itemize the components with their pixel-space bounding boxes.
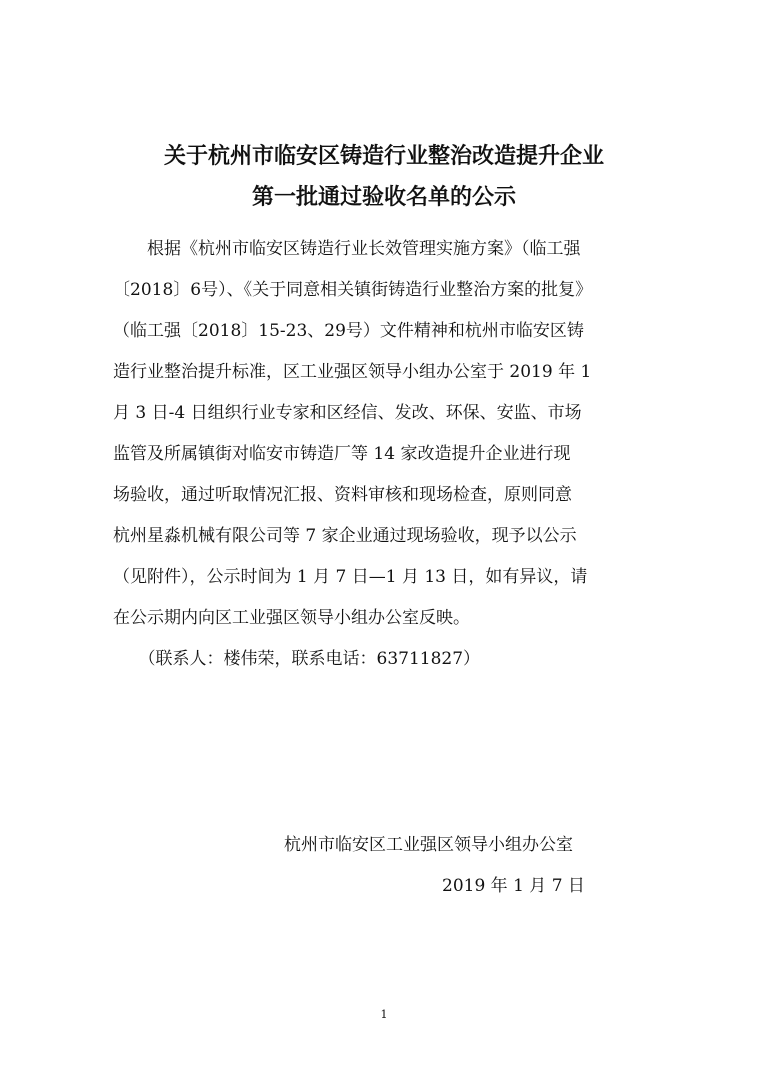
body-line-2: 〔2018〕6号）、《关于同意相关镇街铸造行业整治方案的批复》 xyxy=(113,280,593,300)
body-line-6: 监管及所属镇街对临安市铸造厂等 14 家改造提升企业进行现 xyxy=(113,444,571,464)
body-line-3: （临工强〔2018〕15-23、29号）文件精神和杭州市临安区铸 xyxy=(113,321,584,341)
body-line-7: 场验收，通过听取情况汇报、资料审核和现场检查，原则同意 xyxy=(113,485,572,505)
signature-date: 2019 年 1 月 7 日 xyxy=(442,876,585,896)
page-number: 1 xyxy=(380,1008,388,1021)
signature-organization: 杭州市临安区工业强区领导小组办公室 xyxy=(284,835,573,855)
body-line-9: （见附件），公示时间为 1 月 7 日—1 月 13 日，如有异议，请 xyxy=(113,567,588,587)
body-line-10: 在公示期内向区工业强区领导小组办公室反映。 xyxy=(113,608,470,628)
body-line-4: 造行业整治提升标准，区工业强区领导小组办公室于 2019 年 1 xyxy=(113,362,592,382)
document-title-line-2: 第一批通过验收名单的公示 xyxy=(251,185,516,210)
contact-line: （联系人：楼伟荣，联系电话：63711827） xyxy=(113,649,481,669)
body-line-8: 杭州星淼机械有限公司等 7 家企业通过现场验收，现予以公示 xyxy=(113,526,577,546)
document-title-line-1: 关于杭州市临安区铸造行业整治改造提升企业 xyxy=(163,144,604,169)
body-line-5: 月 3 日-4 日组织行业专家和区经信、发改、环保、安监、市场 xyxy=(113,403,582,423)
body-line-1: 根据《杭州市临安区铸造行业长效管理实施方案》（临工强 xyxy=(113,239,581,259)
